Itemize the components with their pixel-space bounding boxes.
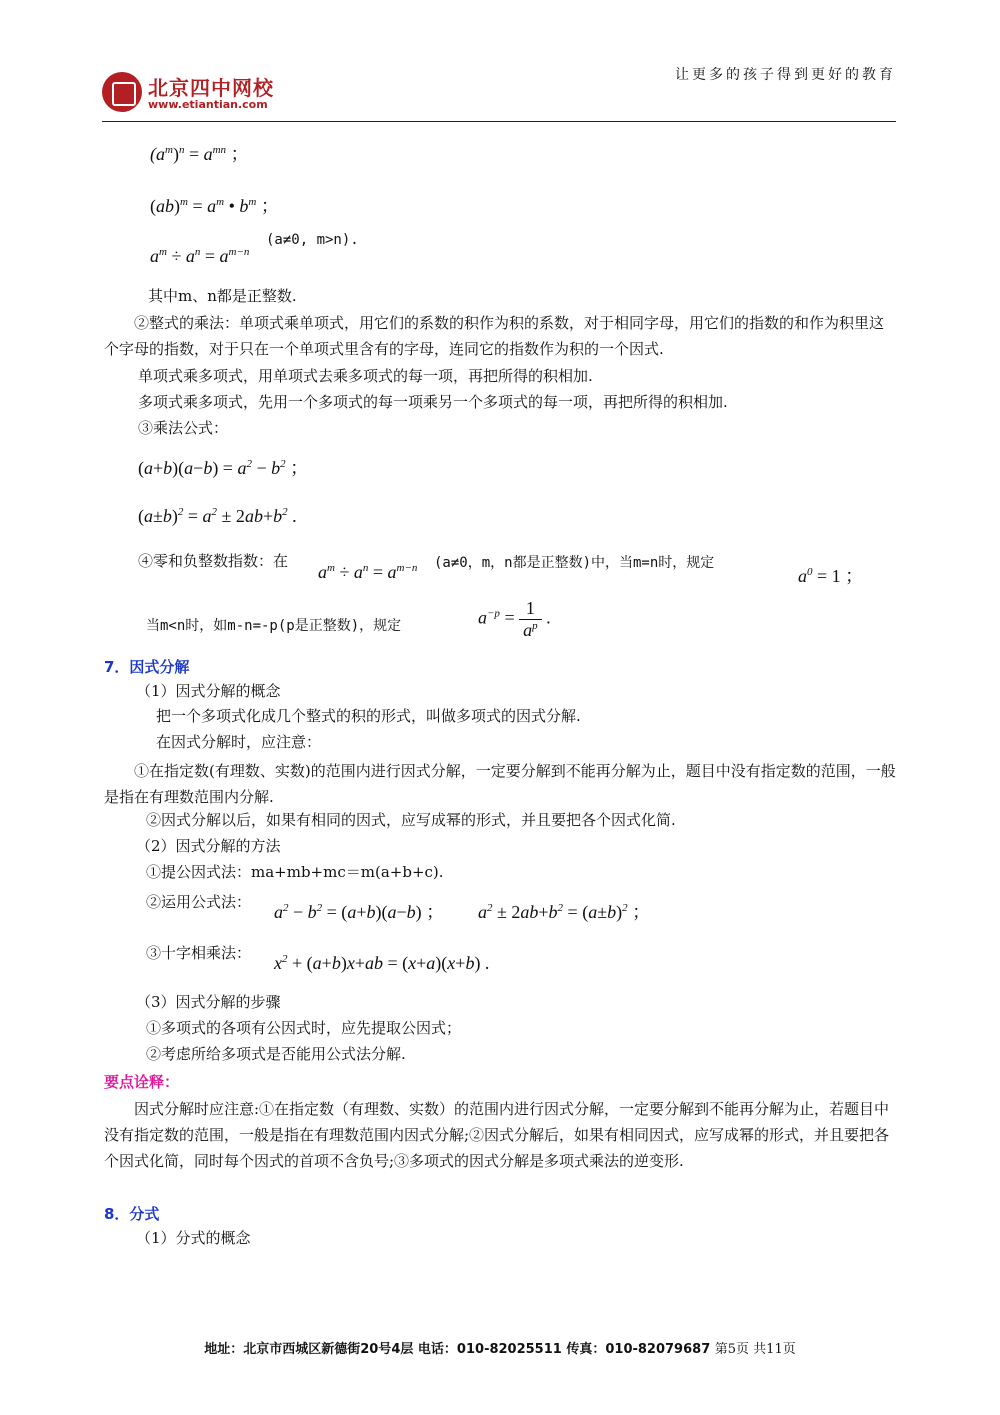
header-divider: [102, 121, 896, 122]
key-note-title: 要点诠释：: [104, 1073, 180, 1091]
mult-rule-3: 多项式乘多项式，先用一个多项式的每一项乘另一个多项式的每一项，再把所得的积相加.: [138, 393, 728, 411]
logo-url: www.etiantian.com: [148, 98, 268, 111]
sec7-1c: ①在指定数(有理数、实数)的范围内进行因式分解，一定要分解到不能再分解为止，题目中没有指定数的范围，一般是指在有理数范围内分解.: [104, 762, 896, 806]
slogan: 让更多的孩子得到更好的教育: [675, 67, 896, 83]
formula-factor-perfect-square: $a^2 \pm 2ab+b^2 = (a\pm b)^2$ ；: [478, 902, 651, 922]
mn-note: 其中m、n都是正整数.: [148, 287, 297, 305]
formula-power-of-product: $(ab)^m = a^m$ • $b^m$ ；: [150, 196, 279, 216]
key-note-text: 因式分解时应注意:①在指定数（有理数、实数）的范围内进行因式分解，一定要分解到不能再分解为止，若题目中没有指定数的范围，一般是指在有理数范围内因式分解;②因式分解后，如果有相同因式，应写成幂的形式，并且要把各个因式化简，同时每个因式的首项不含负号;③多项式的因式分解是多项式乘法的逆变形.: [104, 1100, 890, 1170]
sec7-1b: 在因式分解时，应注意：: [156, 733, 322, 751]
logo-seal-icon: [102, 72, 142, 112]
sec7-3a: ①多项式的各项有公因式时，应先提取公因式；: [146, 1019, 462, 1037]
sec7-2b: ②运用公式法：: [146, 893, 252, 911]
footer-page-number: 第5页 共11页: [714, 1342, 796, 1357]
mult-rule-1: ②整式的乘法：单项式乘单项式，用它们的系数的积作为积的系数，对于相同字母，用它们的指数的和作为积里这个字母的指数，对于只在一个单项式里含有的字母，连同它的指数作为积的一个因式.: [104, 314, 885, 358]
formula-zero-exp-division: $a^m \div a^n = a^{m-n}$: [318, 562, 418, 582]
zero-neg-condition: (a≠0，m，n都是正整数)中，当m=n时，规定: [434, 555, 715, 571]
formula-cross-multiplication: $x^2 + (a+b)x+ab = (x+a)(x+b)$ .: [274, 953, 490, 973]
formula-division: $a^m \div a^n = a^{m-n}$: [150, 246, 250, 266]
formula-square-of-sum: $(a\pm b)^2 = a^2 \pm 2ab+b^2$ .: [138, 506, 297, 526]
footer-address: 地址：北京市西城区新德街20号4层 电话：010-82025511 传真：010-82079687: [204, 1342, 711, 1357]
formula-negative-exponent: $a^{-p}$ = $\frac{1}{a^p}$ .: [478, 598, 551, 640]
formula-difference-of-squares: $(a+b)(a-b) = a^2 - b^2$ ；: [138, 458, 309, 478]
sec7-2c: ③十字相乘法：: [146, 944, 252, 962]
sec7-3-heading: （3）因式分解的步骤: [136, 993, 281, 1011]
formula-power-of-power: $(a^m)^n = a^{mn}$ ；: [150, 144, 249, 164]
mult-rule-2: 单项式乘多项式，用单项式去乘多项式的每一项，再把所得的积相加.: [138, 367, 593, 385]
sec7-2-heading: （2）因式分解的方法: [136, 837, 281, 855]
footer: [0, 1338, 1000, 1357]
formula-factor-diff-squares: $a^2 - b^2 = (a+b)(a-b)$ ；: [274, 902, 445, 922]
section-7-title: 7．因式分解: [104, 658, 190, 676]
logo-name: 北京四中网校: [148, 76, 274, 100]
mult-formula-label: ③乘法公式：: [138, 419, 229, 437]
sec8-1-heading: （1）分式的概念: [136, 1229, 251, 1247]
sec7-3b: ②考虑所给多项式是否能用公式法分解.: [146, 1045, 406, 1063]
section-8-title: 8．分式: [104, 1205, 160, 1223]
logo: [102, 72, 302, 117]
sec7-1a: 把一个多项式化成几个整式的积的形式，叫做多项式的因式分解.: [156, 707, 581, 725]
formula-zero-exponent: $a^0 = 1$ ；: [798, 566, 864, 586]
sec7-1d: ②因式分解以后，如果有相同的因式，应写成幂的形式，并且要把各个因式化简.: [146, 811, 676, 829]
negative-exp-label: 当m<n时，如m-n=-p(p是正整数)，规定: [146, 618, 402, 634]
zero-neg-label: ④零和负整数指数：在: [138, 552, 289, 570]
sec7-1-heading: （1）因式分解的概念: [136, 682, 281, 700]
sec7-2a: ①提公因式法：ma+mb+mc＝m(a+b+c).: [146, 863, 444, 881]
division-condition: (a≠0, m>n).: [266, 232, 359, 248]
